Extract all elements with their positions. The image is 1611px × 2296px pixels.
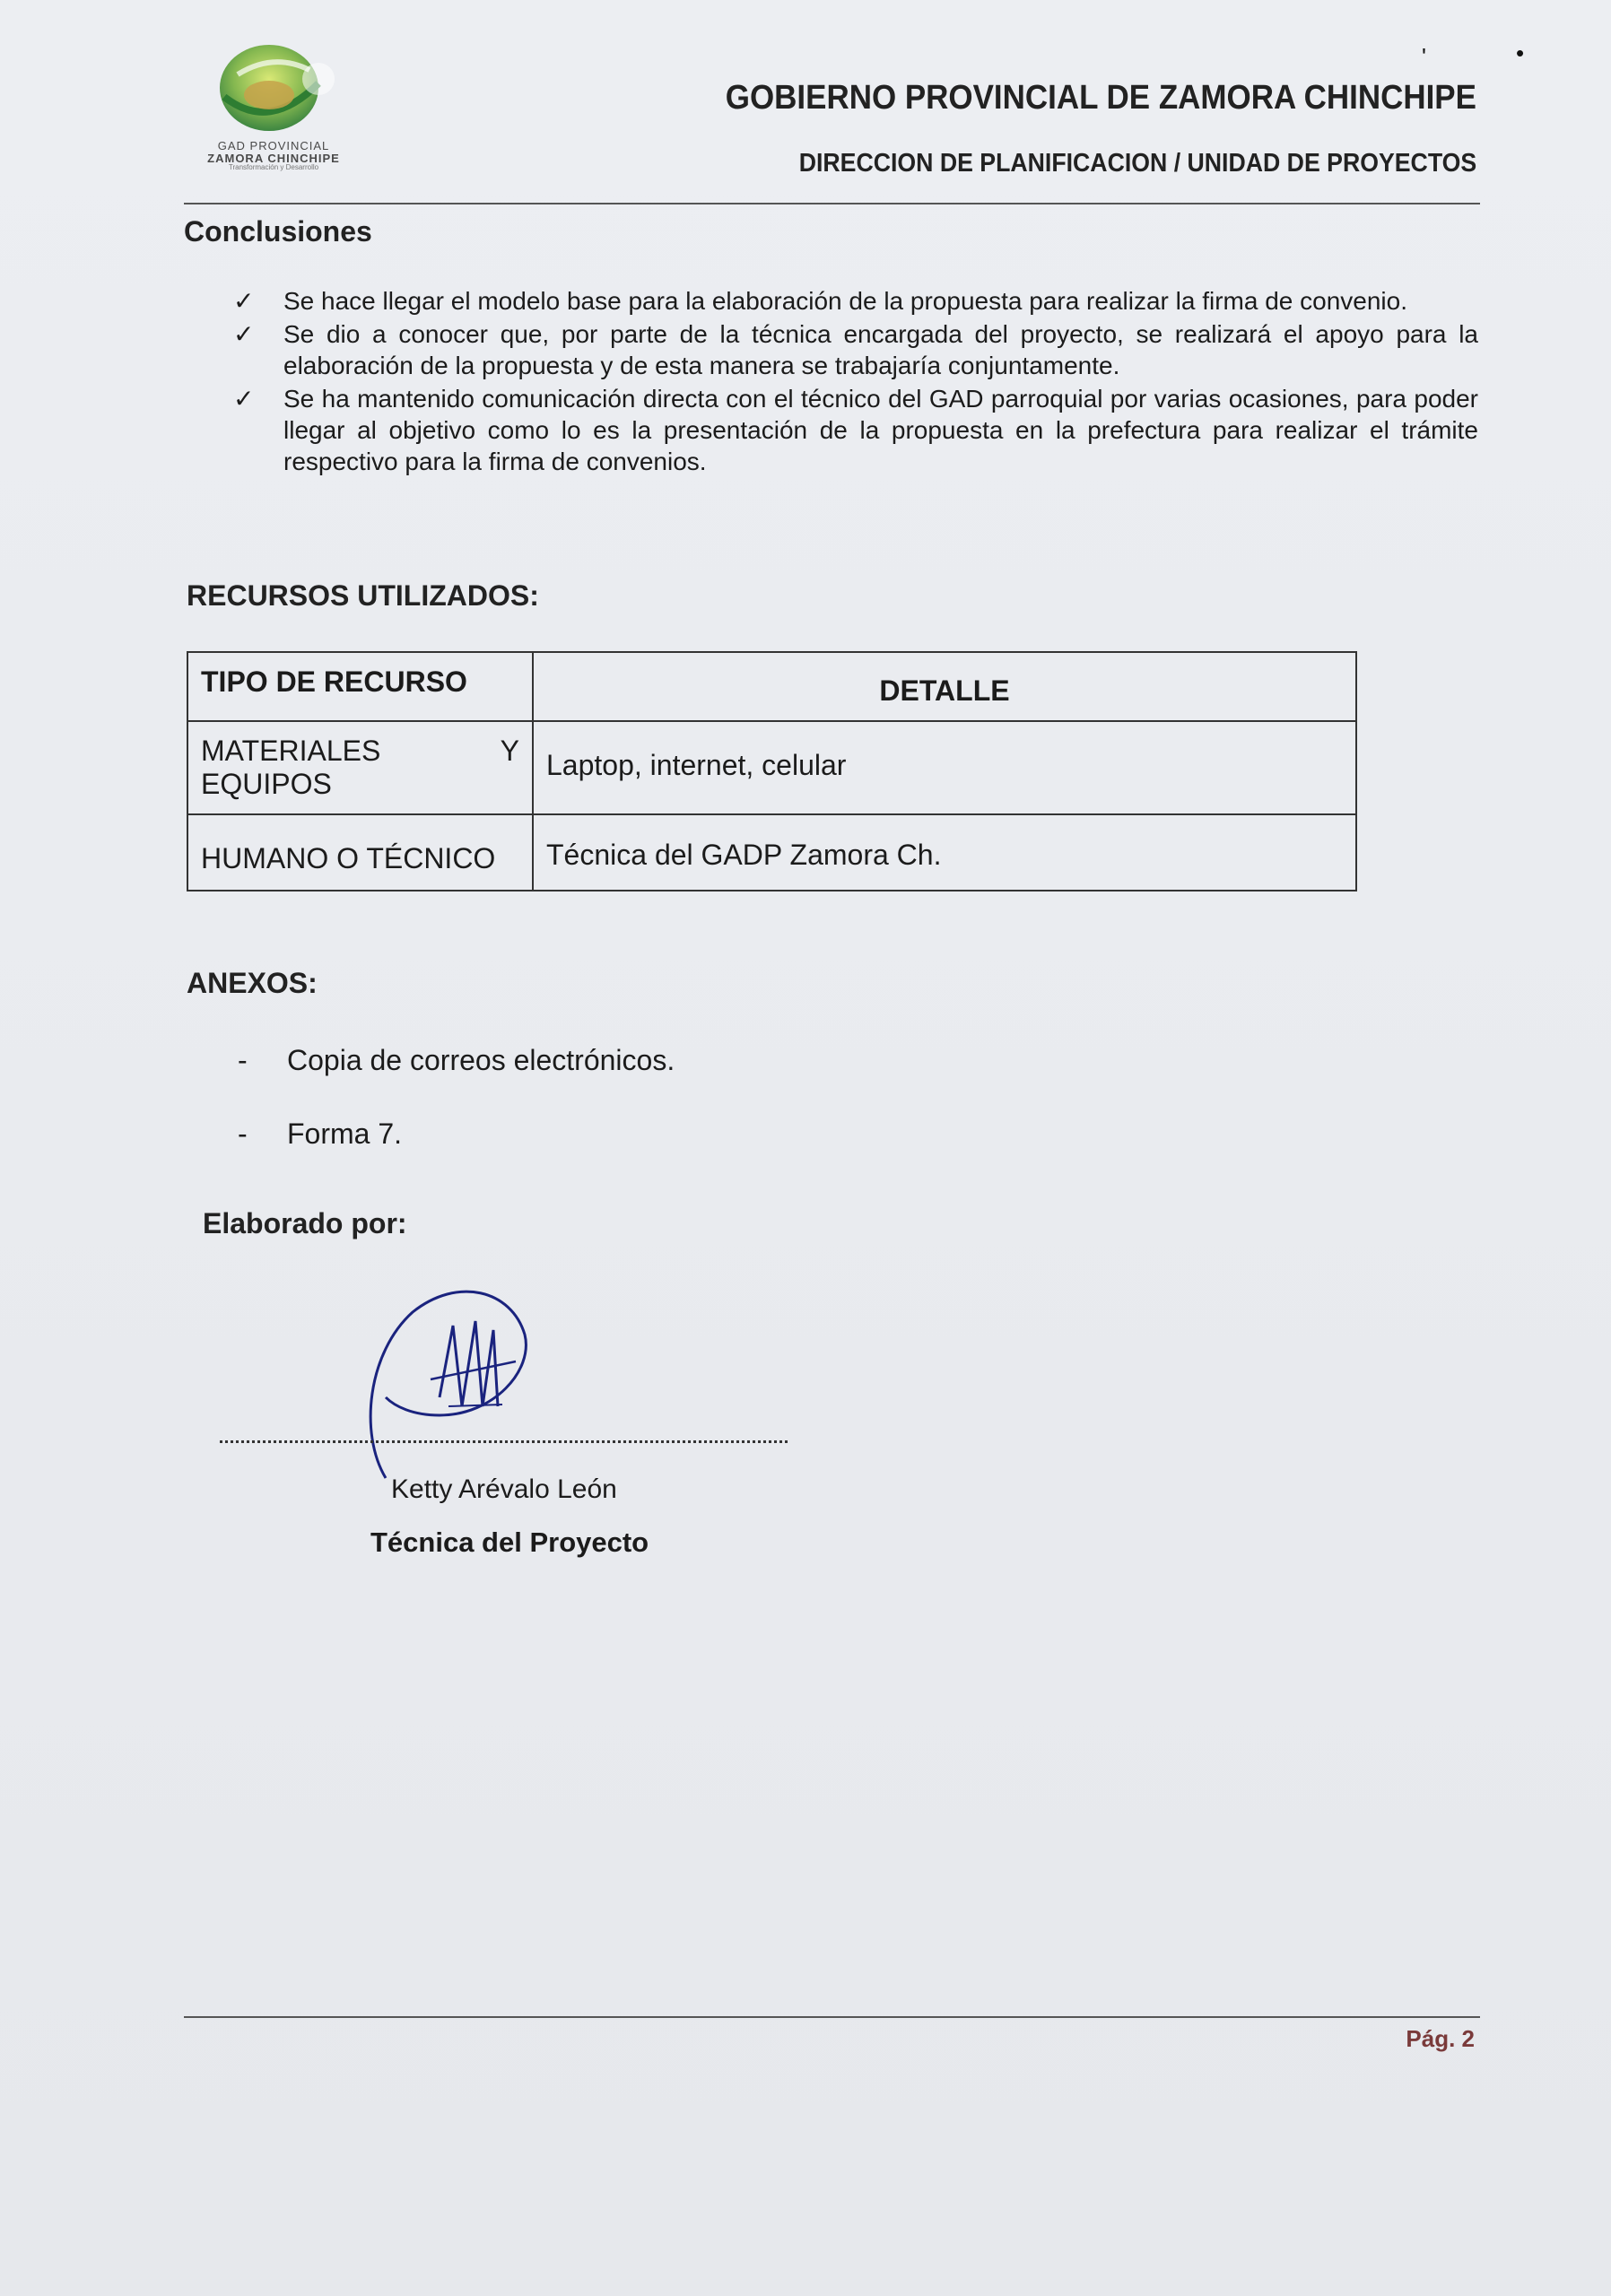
list-item xyxy=(231,285,1478,317)
annexes-heading: ANEXOS: xyxy=(187,967,318,999)
ink-mark: ' xyxy=(1422,43,1426,70)
resource-type-text: MATERIALES xyxy=(201,735,381,767)
government-title: GOBIERNO PROVINCIAL DE ZAMORA CHINCHIPE xyxy=(725,79,1476,117)
annex-text: Copia de correos electrónicos. xyxy=(287,1044,675,1076)
checkmark-icon: ✓ xyxy=(233,385,255,413)
table-row xyxy=(187,721,1356,814)
annex-text: Forma 7. xyxy=(287,1118,403,1150)
resource-type-cell: HUMANO O TÉCNICO xyxy=(187,814,533,891)
signer-title: Técnica del Proyecto xyxy=(370,1526,649,1558)
column-header-detail: DETALLE xyxy=(533,652,1356,721)
checkmark-icon: ✓ xyxy=(233,320,255,348)
checkmark-icon: ✓ xyxy=(233,287,255,315)
logo-emblem-icon xyxy=(184,34,363,142)
signature-line xyxy=(220,1440,788,1443)
page-number: Pág. 2 xyxy=(1406,2025,1475,2052)
signature-scribble xyxy=(359,1272,556,1496)
signature-icon xyxy=(359,1272,556,1496)
list-item-text: Se hace llegar el modelo base para la elaboración de la propuesta para realizar la firma de convenio. xyxy=(283,287,1407,315)
resources-heading: RECURSOS UTILIZADOS: xyxy=(187,579,539,612)
table-header-row xyxy=(187,652,1356,721)
resource-type-cell xyxy=(187,721,533,814)
dash-icon: - xyxy=(238,1044,248,1076)
footer-divider xyxy=(184,2016,1480,2018)
table-row xyxy=(187,814,1356,891)
list-item xyxy=(231,318,1478,381)
logo-org-line1: GAD PROVINCIAL xyxy=(217,139,330,152)
resource-type-text: EQUIPOS xyxy=(201,768,332,800)
ink-mark: • xyxy=(1516,39,1525,66)
annex-item xyxy=(238,1044,675,1077)
list-item xyxy=(231,383,1478,477)
dash-icon: - xyxy=(238,1118,248,1150)
list-item-text: Se ha mantenido comunicación directa con el técnico del GAD parroquial por varias ocasiones, para poder llegar al objetivo como lo es la presentación de la propuesta en la prefectura para realizar el trámite respectivo para la firma de convenios. xyxy=(283,385,1478,475)
list-item-text: Se dio a conocer que, por parte de la técnica encargada del proyecto, se realizará el apoyo para la elaboración de la propuesta y de esta manera se trabajaría conjuntamente. xyxy=(283,320,1478,379)
resources-table xyxy=(187,651,1357,891)
header-divider xyxy=(184,203,1480,204)
logo-tagline: Transformación y Desarrollo xyxy=(228,163,319,172)
prepared-by-heading: Elaborado por: xyxy=(203,1207,407,1239)
resource-detail-cell: Laptop, internet, celular xyxy=(533,721,1356,814)
gad-logo xyxy=(184,34,363,178)
department-title: DIRECCION DE PLANIFICACION / UNIDAD DE PROYECTOS xyxy=(798,149,1476,178)
resource-type-conjunction: Y xyxy=(500,735,519,767)
resource-detail-cell: Técnica del GADP Zamora Ch. xyxy=(533,814,1356,891)
logo-org-line2: ZAMORA CHINCHIPE xyxy=(207,151,340,165)
signer-name: Ketty Arévalo León xyxy=(391,1474,617,1504)
conclusions-heading: Conclusiones xyxy=(184,215,372,248)
conclusions-list xyxy=(231,285,1478,479)
column-header-type: TIPO DE RECURSO xyxy=(187,652,533,721)
annex-item xyxy=(238,1118,402,1151)
